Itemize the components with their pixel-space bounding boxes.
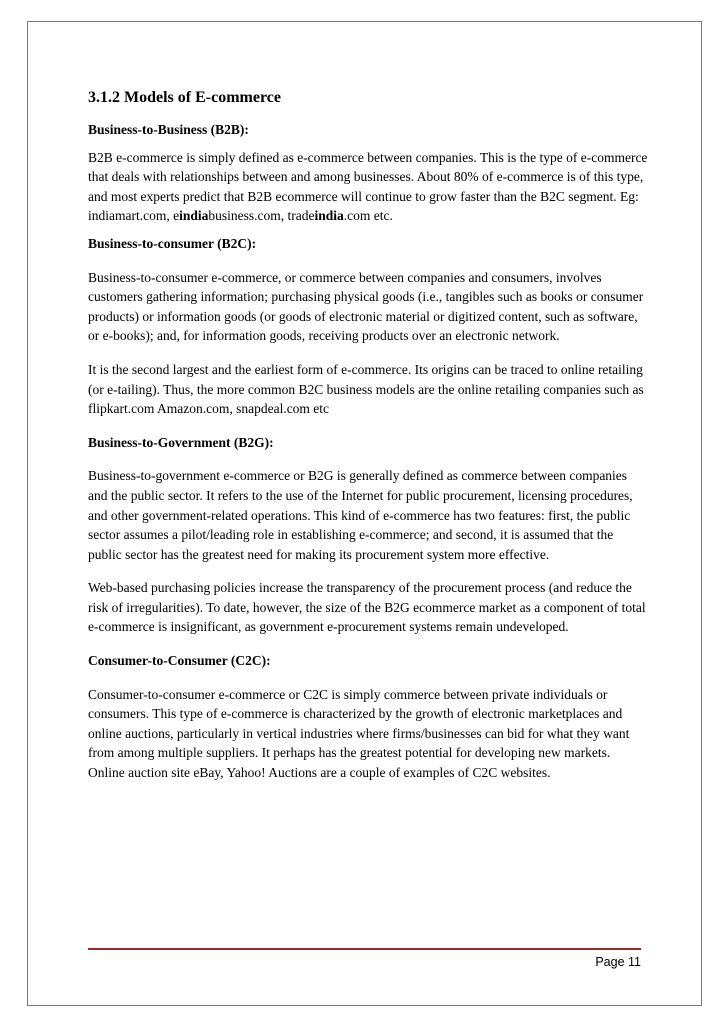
page-number: Page 11	[595, 955, 641, 969]
b2b-text-3: .com etc.	[343, 208, 393, 224]
c2c-paragraph-2: Online auction site eBay, Yahoo! Auctions are a couple of examples of C2C websites.	[88, 765, 551, 781]
b2c-paragraph-1: Business-to-consumer e-commerce, or commerce between companies and consumers, involves customers gathering information; purchasing physical goods (i.e., tangibles such as books or consumer products) or information goods (or goods of electronic material or digitized content, such as software, or e-books); and, for information goods, receiving products over an electronic network.	[88, 269, 644, 344]
b2b-paragraph	[88, 148, 648, 226]
b2b-bold-india-1: india	[179, 208, 209, 224]
b2c-paragraph-2: It is the second largest and the earliest form of e-commerce. Its origins can be traced to online retailing (or e-tailing). Thus, the more common B2C business models are the online retailing companies such as flipkart.com Amazon.com, snapdeal.com etc	[88, 361, 644, 417]
section-title: 3.1.2 Models of E-commerce	[88, 89, 281, 106]
b2c-heading: Business-to-consumer (B2C):	[88, 235, 257, 251]
b2b-heading: Business-to-Business (B2B):	[88, 122, 249, 137]
document-body	[88, 88, 648, 783]
b2b-text-1: B2B e-commerce is simply defined as e-commerce between companies. This is the type of e-commerce that deals with relationships between and among businesses. About 80% of e-commerce is of this type, and most experts predict that B2B ecommerce will continue to grow faster than the B2C segment. Eg: indiamart.com, e	[88, 149, 648, 224]
b2g-paragraph-2: Web-based purchasing policies increase the transparency of the procurement process (and reduce the risk of irregularities). To date, however, the size of the B2G ecommerce market as a component of total e-commerce is insignificant, as government e-procurement systems remain undeveloped.	[88, 580, 646, 635]
c2c-heading: Consumer-to-Consumer (C2C):	[88, 653, 271, 669]
b2g-paragraph-1: Business-to-government e-commerce or B2G is generally defined as commerce between companies and the public sector. It refers to the use of the Internet for public procurement, licensing procedures, and other government-related operations. This kind of e-commerce has two features: first, the public sector assumes a pilot/leading role in establishing e-commerce; and second, it is assumed that the public sector has the greatest need for making its procurement system more effective.	[88, 468, 633, 562]
c2c-paragraph-1: Consumer-to-consumer e-commerce or C2C is simply commerce between private individuals or consumers. This type of e-commerce is characterized by the growth of electronic marketplaces and online auctions, particularly in vertical industries where firms/businesses can bid for what they want from among multiple suppliers. It perhaps has the greatest potential for developing new markets.	[88, 686, 630, 761]
b2b-bold-india-2: india	[314, 208, 344, 224]
b2b-text-2: business.com, trade	[208, 208, 315, 224]
b2g-heading: Business-to-Government (B2G):	[88, 434, 274, 450]
footer-rule	[88, 948, 641, 950]
